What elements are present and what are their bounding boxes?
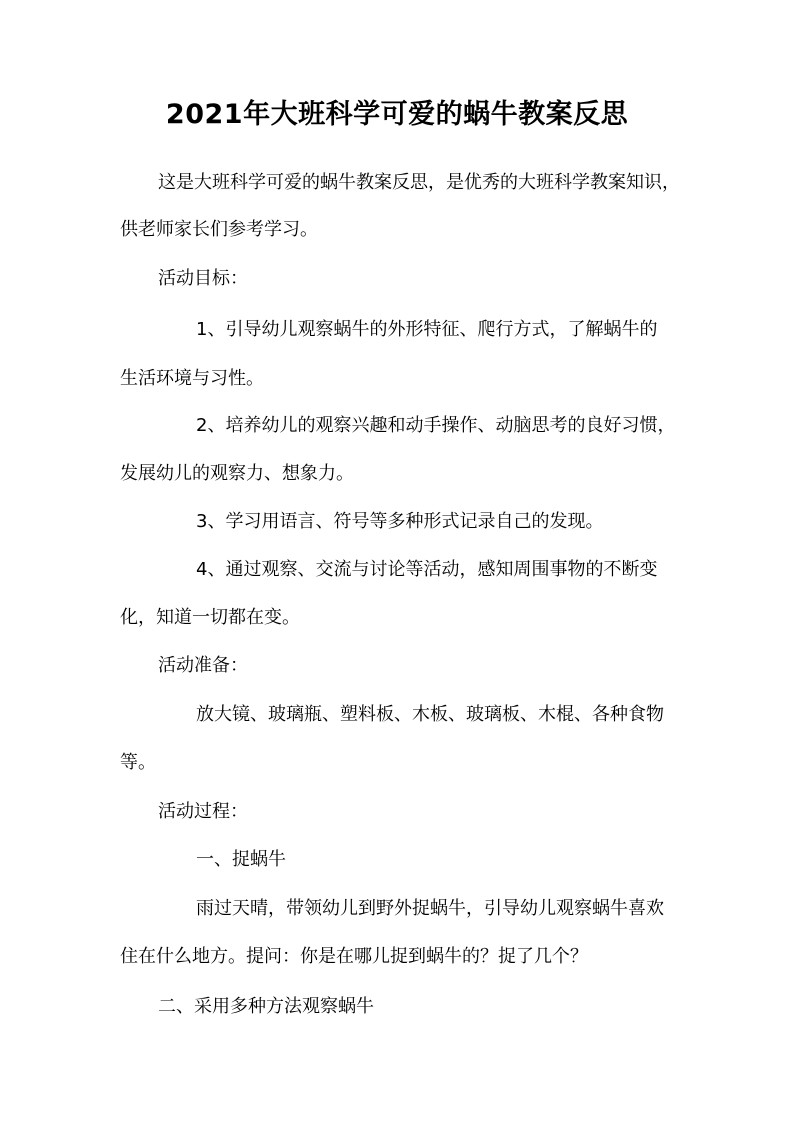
list-item: 1、引导幼儿观察蜗牛的外形特征、爬行方式，了解蜗牛的 <box>196 319 658 340</box>
paragraph-line: 住在什么地方。提问：你是在哪儿捉到蜗牛的？捉了几个？ <box>120 946 588 967</box>
section-heading: 活动过程： <box>158 801 248 822</box>
document-title: 2021年大班科学可爱的蜗牛教案反思 <box>165 99 629 130</box>
subsection-heading: 一、捉蜗牛 <box>196 849 286 870</box>
section-heading: 活动目标： <box>158 268 248 289</box>
paragraph-line: 雨过天晴，带领幼儿到野外捉蜗牛，引导幼儿观察蜗牛喜欢 <box>196 898 664 919</box>
paragraph-line: 等。 <box>120 752 156 773</box>
list-item: 4、通过观察、交流与讨论等活动，感知周围事物的不断变 <box>196 559 658 580</box>
list-item: 2、培养幼儿的观察兴趣和动手操作、动脑思考的良好习惯， <box>196 415 676 436</box>
list-item-continuation: 发展幼儿的观察力、想象力。 <box>120 463 354 484</box>
list-item-continuation: 生活环境与习性。 <box>120 368 264 389</box>
list-item: 3、学习用语言、符号等多种形式记录自己的发现。 <box>196 511 604 532</box>
paragraph-line: 放大镜、玻璃瓶、塑料板、木板、玻璃板、木棍、各种食物 <box>196 704 664 725</box>
section-heading: 活动准备： <box>158 655 248 676</box>
paragraph-line: 供老师家长们参考学习。 <box>120 219 318 240</box>
paragraph-line: 这是大班科学可爱的蜗牛教案反思，是优秀的大班科学教案知识， <box>158 172 680 193</box>
subsection-heading: 二、采用多种方法观察蜗牛 <box>158 996 374 1017</box>
list-item-continuation: 化，知道一切都在变。 <box>120 607 300 628</box>
